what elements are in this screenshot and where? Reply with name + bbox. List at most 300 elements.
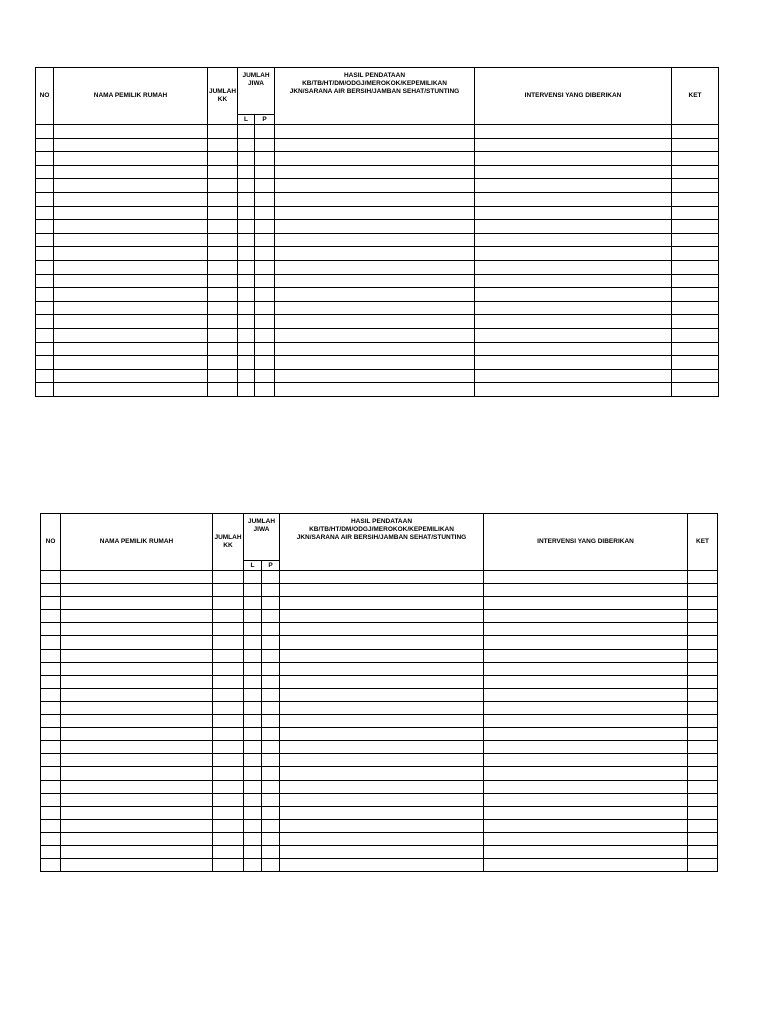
cell-ket[interactable]: [672, 301, 719, 315]
cell-p[interactable]: [262, 819, 280, 832]
cell-intervensi[interactable]: [484, 767, 688, 780]
cell-intervensi[interactable]: [484, 845, 688, 858]
cell-intervensi[interactable]: [475, 315, 672, 329]
cell-hasil[interactable]: [275, 260, 475, 274]
cell-jumlah-kk[interactable]: [213, 597, 244, 610]
cell-nama[interactable]: [54, 138, 208, 152]
cell-l[interactable]: [244, 675, 262, 688]
cell-l[interactable]: [244, 610, 262, 623]
cell-jumlah-kk[interactable]: [208, 152, 238, 166]
cell-ket[interactable]: [688, 859, 718, 872]
cell-hasil[interactable]: [280, 571, 484, 584]
cell-hasil[interactable]: [280, 806, 484, 819]
cell-hasil[interactable]: [280, 584, 484, 597]
cell-jumlah-kk[interactable]: [213, 793, 244, 806]
cell-nama[interactable]: [54, 328, 208, 342]
cell-intervensi[interactable]: [484, 793, 688, 806]
cell-l[interactable]: [244, 597, 262, 610]
cell-jumlah-kk[interactable]: [213, 715, 244, 728]
cell-ket[interactable]: [672, 152, 719, 166]
cell-ket[interactable]: [672, 356, 719, 370]
cell-intervensi[interactable]: [475, 328, 672, 342]
cell-jumlah-kk[interactable]: [213, 623, 244, 636]
cell-l[interactable]: [238, 301, 255, 315]
cell-l[interactable]: [244, 754, 262, 767]
cell-l[interactable]: [238, 165, 255, 179]
cell-no[interactable]: [41, 636, 61, 649]
cell-p[interactable]: [262, 649, 280, 662]
cell-jumlah-kk[interactable]: [208, 165, 238, 179]
cell-intervensi[interactable]: [475, 342, 672, 356]
cell-ket[interactable]: [672, 328, 719, 342]
cell-hasil[interactable]: [275, 342, 475, 356]
cell-ket[interactable]: [688, 832, 718, 845]
cell-jumlah-kk[interactable]: [208, 288, 238, 302]
cell-intervensi[interactable]: [484, 610, 688, 623]
cell-no[interactable]: [41, 571, 61, 584]
cell-l[interactable]: [238, 192, 255, 206]
cell-ket[interactable]: [672, 369, 719, 383]
cell-p[interactable]: [262, 662, 280, 675]
cell-l[interactable]: [244, 623, 262, 636]
cell-jumlah-kk[interactable]: [213, 741, 244, 754]
cell-ket[interactable]: [688, 610, 718, 623]
cell-hasil[interactable]: [280, 767, 484, 780]
cell-intervensi[interactable]: [484, 623, 688, 636]
cell-ket[interactable]: [688, 636, 718, 649]
cell-jumlah-kk[interactable]: [213, 832, 244, 845]
cell-p[interactable]: [262, 780, 280, 793]
cell-ket[interactable]: [672, 342, 719, 356]
cell-p[interactable]: [255, 342, 275, 356]
cell-l[interactable]: [244, 571, 262, 584]
cell-intervensi[interactable]: [475, 288, 672, 302]
cell-jumlah-kk[interactable]: [208, 138, 238, 152]
cell-p[interactable]: [255, 125, 275, 139]
cell-p[interactable]: [255, 260, 275, 274]
cell-p[interactable]: [255, 383, 275, 397]
cell-p[interactable]: [262, 767, 280, 780]
cell-ket[interactable]: [688, 819, 718, 832]
cell-nama[interactable]: [61, 767, 213, 780]
cell-no[interactable]: [41, 741, 61, 754]
cell-l[interactable]: [244, 662, 262, 675]
cell-jumlah-kk[interactable]: [208, 328, 238, 342]
cell-ket[interactable]: [672, 138, 719, 152]
cell-jumlah-kk[interactable]: [208, 356, 238, 370]
cell-l[interactable]: [244, 649, 262, 662]
cell-no[interactable]: [41, 845, 61, 858]
cell-jumlah-kk[interactable]: [213, 767, 244, 780]
cell-nama[interactable]: [54, 356, 208, 370]
cell-p[interactable]: [255, 206, 275, 220]
cell-nama[interactable]: [61, 728, 213, 741]
cell-nama[interactable]: [61, 754, 213, 767]
cell-no[interactable]: [36, 125, 54, 139]
cell-nama[interactable]: [54, 288, 208, 302]
cell-jumlah-kk[interactable]: [208, 342, 238, 356]
cell-no[interactable]: [41, 806, 61, 819]
cell-ket[interactable]: [672, 220, 719, 234]
cell-nama[interactable]: [54, 152, 208, 166]
cell-intervensi[interactable]: [484, 662, 688, 675]
cell-l[interactable]: [238, 206, 255, 220]
cell-hasil[interactable]: [275, 152, 475, 166]
cell-hasil[interactable]: [275, 192, 475, 206]
cell-ket[interactable]: [688, 584, 718, 597]
cell-l[interactable]: [244, 819, 262, 832]
cell-p[interactable]: [255, 356, 275, 370]
cell-nama[interactable]: [61, 780, 213, 793]
cell-p[interactable]: [255, 247, 275, 261]
cell-l[interactable]: [244, 584, 262, 597]
cell-nama[interactable]: [54, 179, 208, 193]
cell-intervensi[interactable]: [484, 597, 688, 610]
cell-jumlah-kk[interactable]: [208, 247, 238, 261]
cell-intervensi[interactable]: [475, 206, 672, 220]
cell-ket[interactable]: [672, 192, 719, 206]
cell-nama[interactable]: [54, 247, 208, 261]
cell-p[interactable]: [262, 715, 280, 728]
cell-hasil[interactable]: [275, 179, 475, 193]
cell-ket[interactable]: [688, 793, 718, 806]
cell-p[interactable]: [255, 233, 275, 247]
cell-intervensi[interactable]: [475, 301, 672, 315]
cell-l[interactable]: [244, 780, 262, 793]
cell-jumlah-kk[interactable]: [213, 754, 244, 767]
cell-l[interactable]: [244, 715, 262, 728]
cell-nama[interactable]: [54, 192, 208, 206]
cell-jumlah-kk[interactable]: [208, 192, 238, 206]
cell-no[interactable]: [41, 754, 61, 767]
cell-ket[interactable]: [688, 767, 718, 780]
cell-no[interactable]: [36, 152, 54, 166]
cell-hasil[interactable]: [280, 845, 484, 858]
cell-jumlah-kk[interactable]: [213, 571, 244, 584]
cell-l[interactable]: [244, 793, 262, 806]
cell-intervensi[interactable]: [484, 571, 688, 584]
cell-no[interactable]: [41, 793, 61, 806]
cell-nama[interactable]: [61, 675, 213, 688]
cell-hasil[interactable]: [280, 675, 484, 688]
cell-jumlah-kk[interactable]: [213, 728, 244, 741]
cell-intervensi[interactable]: [484, 675, 688, 688]
cell-p[interactable]: [255, 138, 275, 152]
cell-nama[interactable]: [61, 636, 213, 649]
cell-hasil[interactable]: [280, 649, 484, 662]
cell-intervensi[interactable]: [484, 819, 688, 832]
cell-ket[interactable]: [672, 125, 719, 139]
cell-no[interactable]: [36, 383, 54, 397]
cell-no[interactable]: [41, 597, 61, 610]
cell-ket[interactable]: [688, 597, 718, 610]
cell-hasil[interactable]: [275, 315, 475, 329]
cell-intervensi[interactable]: [475, 356, 672, 370]
cell-l[interactable]: [244, 636, 262, 649]
cell-jumlah-kk[interactable]: [213, 662, 244, 675]
cell-p[interactable]: [262, 728, 280, 741]
cell-hasil[interactable]: [280, 780, 484, 793]
cell-nama[interactable]: [54, 342, 208, 356]
cell-hasil[interactable]: [280, 754, 484, 767]
cell-p[interactable]: [262, 571, 280, 584]
cell-nama[interactable]: [54, 206, 208, 220]
cell-p[interactable]: [255, 152, 275, 166]
cell-ket[interactable]: [672, 315, 719, 329]
cell-ket[interactable]: [688, 754, 718, 767]
cell-nama[interactable]: [61, 610, 213, 623]
cell-jumlah-kk[interactable]: [213, 636, 244, 649]
cell-nama[interactable]: [54, 274, 208, 288]
cell-p[interactable]: [262, 859, 280, 872]
cell-jumlah-kk[interactable]: [208, 274, 238, 288]
cell-jumlah-kk[interactable]: [213, 675, 244, 688]
cell-nama[interactable]: [54, 301, 208, 315]
cell-l[interactable]: [244, 688, 262, 701]
cell-ket[interactable]: [672, 165, 719, 179]
cell-no[interactable]: [36, 179, 54, 193]
cell-p[interactable]: [262, 584, 280, 597]
cell-l[interactable]: [244, 845, 262, 858]
cell-intervensi[interactable]: [475, 369, 672, 383]
cell-jumlah-kk[interactable]: [213, 819, 244, 832]
cell-jumlah-kk[interactable]: [213, 859, 244, 872]
cell-jumlah-kk[interactable]: [213, 780, 244, 793]
cell-p[interactable]: [255, 192, 275, 206]
cell-intervensi[interactable]: [484, 728, 688, 741]
cell-hasil[interactable]: [275, 383, 475, 397]
cell-ket[interactable]: [688, 741, 718, 754]
cell-l[interactable]: [244, 701, 262, 714]
cell-p[interactable]: [255, 315, 275, 329]
cell-ket[interactable]: [672, 260, 719, 274]
cell-l[interactable]: [238, 260, 255, 274]
cell-hasil[interactable]: [275, 301, 475, 315]
cell-l[interactable]: [244, 832, 262, 845]
cell-ket[interactable]: [688, 845, 718, 858]
cell-nama[interactable]: [54, 233, 208, 247]
cell-intervensi[interactable]: [475, 138, 672, 152]
cell-ket[interactable]: [688, 675, 718, 688]
cell-no[interactable]: [36, 369, 54, 383]
cell-hasil[interactable]: [275, 233, 475, 247]
cell-hasil[interactable]: [280, 610, 484, 623]
cell-hasil[interactable]: [275, 247, 475, 261]
cell-no[interactable]: [41, 767, 61, 780]
cell-ket[interactable]: [688, 806, 718, 819]
cell-l[interactable]: [238, 247, 255, 261]
cell-p[interactable]: [255, 220, 275, 234]
cell-jumlah-kk[interactable]: [208, 369, 238, 383]
cell-nama[interactable]: [61, 806, 213, 819]
cell-no[interactable]: [41, 832, 61, 845]
cell-nama[interactable]: [54, 260, 208, 274]
cell-no[interactable]: [41, 728, 61, 741]
cell-p[interactable]: [262, 701, 280, 714]
cell-hasil[interactable]: [280, 728, 484, 741]
cell-nama[interactable]: [54, 383, 208, 397]
cell-l[interactable]: [238, 220, 255, 234]
cell-l[interactable]: [238, 383, 255, 397]
cell-l[interactable]: [238, 369, 255, 383]
cell-nama[interactable]: [61, 832, 213, 845]
cell-intervensi[interactable]: [475, 247, 672, 261]
cell-l[interactable]: [244, 728, 262, 741]
cell-hasil[interactable]: [275, 328, 475, 342]
cell-intervensi[interactable]: [484, 584, 688, 597]
cell-nama[interactable]: [61, 819, 213, 832]
cell-intervensi[interactable]: [484, 859, 688, 872]
cell-jumlah-kk[interactable]: [208, 220, 238, 234]
cell-p[interactable]: [255, 274, 275, 288]
cell-jumlah-kk[interactable]: [213, 806, 244, 819]
cell-nama[interactable]: [61, 649, 213, 662]
cell-hasil[interactable]: [280, 793, 484, 806]
cell-hasil[interactable]: [275, 274, 475, 288]
cell-nama[interactable]: [54, 369, 208, 383]
cell-ket[interactable]: [672, 383, 719, 397]
cell-no[interactable]: [36, 274, 54, 288]
cell-p[interactable]: [255, 165, 275, 179]
cell-ket[interactable]: [688, 728, 718, 741]
cell-l[interactable]: [238, 274, 255, 288]
cell-no[interactable]: [36, 192, 54, 206]
cell-p[interactable]: [262, 688, 280, 701]
cell-p[interactable]: [262, 832, 280, 845]
cell-no[interactable]: [36, 315, 54, 329]
cell-jumlah-kk[interactable]: [213, 701, 244, 714]
cell-l[interactable]: [244, 741, 262, 754]
cell-ket[interactable]: [688, 649, 718, 662]
cell-intervensi[interactable]: [475, 260, 672, 274]
cell-intervensi[interactable]: [484, 649, 688, 662]
cell-l[interactable]: [238, 233, 255, 247]
cell-p[interactable]: [255, 288, 275, 302]
cell-ket[interactable]: [672, 274, 719, 288]
cell-intervensi[interactable]: [484, 780, 688, 793]
cell-intervensi[interactable]: [484, 806, 688, 819]
cell-intervensi[interactable]: [475, 233, 672, 247]
cell-l[interactable]: [238, 328, 255, 342]
cell-hasil[interactable]: [275, 125, 475, 139]
cell-hasil[interactable]: [280, 715, 484, 728]
cell-intervensi[interactable]: [484, 688, 688, 701]
cell-ket[interactable]: [672, 179, 719, 193]
cell-p[interactable]: [262, 754, 280, 767]
cell-intervensi[interactable]: [475, 179, 672, 193]
cell-p[interactable]: [255, 328, 275, 342]
cell-jumlah-kk[interactable]: [208, 233, 238, 247]
cell-intervensi[interactable]: [484, 832, 688, 845]
cell-hasil[interactable]: [275, 356, 475, 370]
cell-no[interactable]: [41, 688, 61, 701]
cell-hasil[interactable]: [280, 832, 484, 845]
cell-p[interactable]: [262, 636, 280, 649]
cell-intervensi[interactable]: [475, 152, 672, 166]
cell-jumlah-kk[interactable]: [213, 610, 244, 623]
cell-intervensi[interactable]: [475, 165, 672, 179]
cell-no[interactable]: [36, 206, 54, 220]
cell-ket[interactable]: [688, 688, 718, 701]
cell-p[interactable]: [262, 623, 280, 636]
cell-jumlah-kk[interactable]: [208, 383, 238, 397]
cell-p[interactable]: [262, 806, 280, 819]
cell-no[interactable]: [41, 715, 61, 728]
cell-ket[interactable]: [672, 247, 719, 261]
cell-no[interactable]: [36, 301, 54, 315]
cell-jumlah-kk[interactable]: [208, 315, 238, 329]
cell-intervensi[interactable]: [475, 383, 672, 397]
cell-no[interactable]: [36, 247, 54, 261]
cell-nama[interactable]: [61, 597, 213, 610]
cell-no[interactable]: [36, 220, 54, 234]
cell-intervensi[interactable]: [475, 192, 672, 206]
cell-intervensi[interactable]: [484, 741, 688, 754]
cell-hasil[interactable]: [280, 636, 484, 649]
cell-l[interactable]: [244, 767, 262, 780]
cell-no[interactable]: [41, 819, 61, 832]
cell-no[interactable]: [41, 780, 61, 793]
cell-ket[interactable]: [688, 715, 718, 728]
cell-ket[interactable]: [688, 662, 718, 675]
cell-l[interactable]: [238, 125, 255, 139]
cell-no[interactable]: [36, 138, 54, 152]
cell-no[interactable]: [41, 610, 61, 623]
cell-jumlah-kk[interactable]: [208, 260, 238, 274]
cell-jumlah-kk[interactable]: [208, 179, 238, 193]
cell-nama[interactable]: [61, 571, 213, 584]
cell-no[interactable]: [36, 233, 54, 247]
cell-hasil[interactable]: [275, 288, 475, 302]
cell-l[interactable]: [238, 315, 255, 329]
cell-p[interactable]: [262, 741, 280, 754]
cell-no[interactable]: [41, 649, 61, 662]
cell-p[interactable]: [262, 793, 280, 806]
cell-hasil[interactable]: [280, 623, 484, 636]
cell-nama[interactable]: [61, 623, 213, 636]
cell-jumlah-kk[interactable]: [213, 845, 244, 858]
cell-intervensi[interactable]: [475, 125, 672, 139]
cell-hasil[interactable]: [280, 741, 484, 754]
cell-no[interactable]: [36, 328, 54, 342]
cell-nama[interactable]: [54, 125, 208, 139]
cell-nama[interactable]: [61, 793, 213, 806]
cell-intervensi[interactable]: [484, 715, 688, 728]
cell-no[interactable]: [41, 675, 61, 688]
cell-ket[interactable]: [688, 623, 718, 636]
cell-no[interactable]: [41, 859, 61, 872]
cell-hasil[interactable]: [280, 701, 484, 714]
cell-hasil[interactable]: [275, 369, 475, 383]
cell-nama[interactable]: [61, 715, 213, 728]
cell-l[interactable]: [238, 152, 255, 166]
cell-l[interactable]: [238, 356, 255, 370]
cell-ket[interactable]: [672, 206, 719, 220]
cell-l[interactable]: [238, 138, 255, 152]
cell-no[interactable]: [41, 662, 61, 675]
cell-l[interactable]: [238, 179, 255, 193]
cell-no[interactable]: [36, 356, 54, 370]
cell-hasil[interactable]: [280, 662, 484, 675]
cell-intervensi[interactable]: [484, 754, 688, 767]
cell-jumlah-kk[interactable]: [208, 301, 238, 315]
cell-p[interactable]: [262, 610, 280, 623]
cell-nama[interactable]: [54, 315, 208, 329]
cell-hasil[interactable]: [280, 597, 484, 610]
cell-nama[interactable]: [54, 220, 208, 234]
cell-hasil[interactable]: [280, 688, 484, 701]
cell-nama[interactable]: [61, 662, 213, 675]
